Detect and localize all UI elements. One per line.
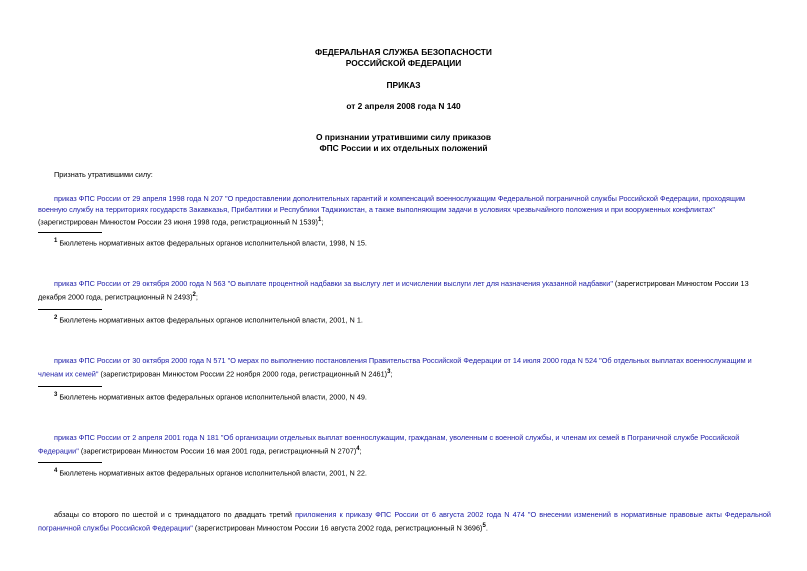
footnote-text: Бюллетень нормативных актов федеральных органов исполнительной власти, 2001, N 22. [59,468,367,478]
footnote [54,236,367,249]
footnote [54,466,367,479]
registration-text: (зарегистрирован Минюстом России 16 августа 2002 года, регистрационный N 3696) [192,522,483,532]
footnote [54,390,367,403]
footnote-divider [38,462,102,463]
item-end: ; [321,217,324,227]
order-link[interactable]: приказ ФПС России от 30 октября 2000 года N 571 "О мерах по выполнению постановления Правительства Российской Федерации от 14 июля 2000 года N 524 "Об отдельных выплатах военнослужащим и членам их семей" [38,356,752,378]
footnote-text: Бюллетень нормативных актов федеральных органов исполнительной власти, 1998, N 15. [59,238,367,248]
footnote-mark: 2 [54,315,58,321]
document-title-line1: О признании утратившими силу приказов [315,132,492,142]
registration-text: (зарегистрирован Минюстом России 22 ноября 2000 года, регистрационный N 2461) [98,368,388,378]
footnote-mark: 4 [54,468,58,474]
list-item [38,279,771,302]
footnote-ref[interactable]: 3 [387,368,391,375]
footnote-ref[interactable]: 4 [356,445,360,452]
footnote-text: Бюллетень нормативных актов федеральных органов исполнительной власти, 2001, N 1. [59,315,363,325]
agency-name-line1: ФЕДЕРАЛЬНАЯ СЛУЖБА БЕЗОПАСНОСТИ [315,47,492,57]
footnote-divider [38,309,102,310]
footnote-ref[interactable]: 2 [192,291,196,298]
document-date: от 2 апреля 2008 года N 140 [346,101,461,111]
list-item [38,510,771,533]
document-type: ПРИКАЗ [386,80,421,90]
order-link[interactable]: приказ ФПС России от 2 апреля 2001 года N 181 "Об организации отдельных выплат военнослужащим, гражданам, уволенным с военной службы, и членам их семей в Пограничной службе Российской Федерации" [38,433,740,455]
footnote [54,313,363,326]
registration-text: (зарегистрирован Минюстом России 16 мая 2001 года, регистрационный N 2707) [78,445,357,455]
footnote-ref[interactable]: 5 [482,522,486,529]
list-item [38,433,771,456]
list-item [38,194,771,228]
footnote-mark: 3 [54,392,58,398]
item-end: . [485,522,488,532]
intro-text: Признать утратившими силу: [54,170,153,179]
footnote-divider [38,232,102,233]
paragraph-intro-text: абзацы со второго по шестой и с тринадцатого по двадцать третий [54,510,296,519]
footnote-divider [38,386,102,387]
document-title-line2: ФПС России и их отдельных положений [319,143,488,153]
item-end: ; [390,368,393,378]
footnote-mark: 1 [54,238,58,244]
appendix-link[interactable]: приложения к приказу ФПС России от 6 августа 2002 года N 474 "О внесении изменений в нормативные правовые акты Федеральной пограничной службы Российской Федерации" [38,510,771,532]
order-link[interactable]: приказ ФПС России от 29 апреля 1998 года N 207 "О предоставлении дополнительных гарантий и компенсаций военнослужащим Федеральной пограничной службы Российской Федерации, проходящим военную службу на территориях государств Закавказья, Прибалтики и Республики Таджикистан, а также выполняющим задачи в условиях чрезвычайного положения и при вооруженных конфликтах" [38,194,746,214]
registration-text: (зарегистрирован Минюстом России 23 июня 1998 года, регистрационный N 1539) [38,217,318,227]
item-end: ; [195,291,198,301]
footnote-ref[interactable]: 1 [317,217,322,223]
list-item [38,356,771,379]
registration-text: (зарегистрирован Минюстом России 13 декабря 2000 года, регистрационный N 2493) [38,279,749,301]
order-link[interactable]: приказ ФПС России от 29 октября 2000 года N 563 "О выплате процентной надбавки за выслугу лет и исчислении выслуги лет для назначения указанной надбавки" [54,279,613,288]
agency-name-line2: РОССИЙСКОЙ ФЕДЕРАЦИИ [345,58,462,68]
item-end: ; [359,445,362,455]
footnote-text: Бюллетень нормативных актов федеральных органов исполнительной власти, 2000, N 49. [59,392,367,402]
